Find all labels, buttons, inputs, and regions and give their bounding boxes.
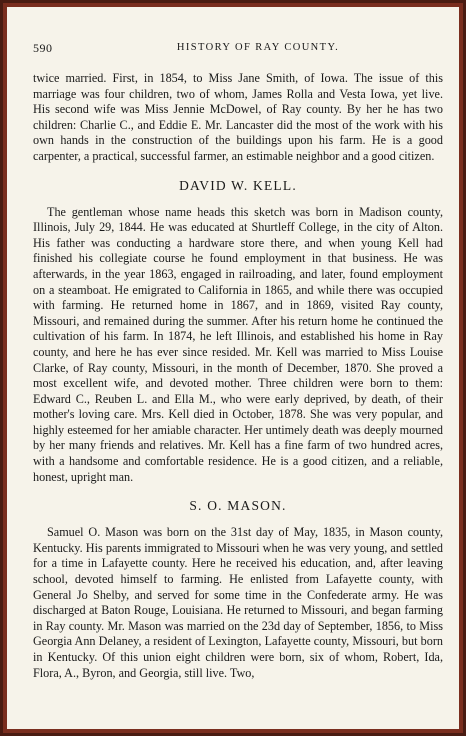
section-heading-mason: S. O. MASON.: [189, 498, 287, 514]
running-title: HISTORY OF RAY COUNTY.: [176, 42, 340, 53]
section-body-kell: The gentleman whose name heads this sketch was born in Madison county, Illinois, July 29, 1844. He was educated at Shurtleff College, in the city of Alton. His father was conducting a hardware store there, and when young Kell had finished his collegiate course he found employment in that business. He was afterwards, in the year 1863, engaged in railroading, and later, found employment on a steamboat. He emigrated to California in 1865, and while there was occupied with farming. He returned home in 1867, and in 1869, visited Ray county, Missouri, and remained during the summer. After his return home he continued the cultivation of his farm. In 1874, he left Illinois, and established his home in Ray county, and here he has ever since resided. Mr. Kell was married to Miss Louise Clarke, of Ray county, Missouri, in the month of December, 1870. She proved a most excellent wife, and devoted mother. Three children were born to them: Edward C., Reuben L. and Ella M., who were early deprived, by death, of their mother's loving care. Mrs. Kell died in October, 1878. She was very popular, and highly esteemed for her amiable character. Her untimely death was deeply mourned by her many friends and relatives. Mr. Kell has a fine farm of two hundred acres, with a handsome and comfortable residence. He is a good citizen, and a reliable, honest, upright man.: [33, 204, 443, 484]
intro-paragraph: twice married. First, in 1854, to Miss Jane Smith, of Iowa. The issue of this marriage was four children, two of whom, James Rolla and Vesta Iowa, yet live. His second wife was Miss Jennie McDowel, of Ray county. By her he has two children: Charlie C., and Eddie E. Mr. Lancaster did the most of the work with his own hands in the construction of the buildings upon his farm. He is a good carpenter, a practical, successful farmer, an estimable neighbor and a good citizen.: [33, 71, 443, 163]
section-heading-kell: DAVID W. KELL.: [179, 177, 297, 193]
running-header: [33, 41, 443, 59]
book-page: [7, 7, 459, 729]
page-number: 590: [33, 41, 53, 55]
section-body-mason: Samuel O. Mason was born on the 31st day of May, 1835, in Mason county, Kentucky. His parents immigrated to Missouri when he was very young, and settled for a time in Lafayette county. Here he received his education, and, after leaving school, devoted himself to farming. He enlisted from Lafayette county, with General Jo Shelby, and served for some time in the Confederate army. He was discharged at Baton Rouge, Louisiana. He returned to Missouri, and began farming in Ray county. Mr. Mason was married on the 23d day of September, 1856, to Miss Georgia Ann Delaney, a resident of Lexington, Lafayette county, Missouri, but born in Kentucky. Of this union eight children were born, six of whom, Robert, Ida, Flora, A., Byron, and Georgia, still live. Two,: [33, 525, 443, 680]
